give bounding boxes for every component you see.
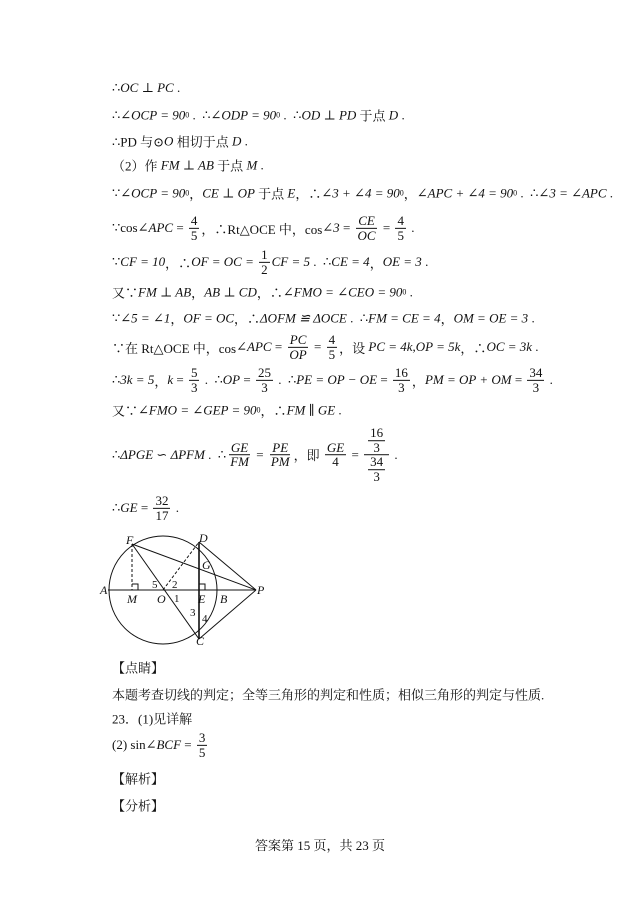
label-a: A	[100, 583, 108, 597]
numerator: 1	[261, 246, 268, 262]
angle-4: 4	[202, 613, 208, 625]
fraction	[527, 366, 544, 394]
math-expression: OE = 3	[382, 254, 422, 269]
text-segment: ∴	[112, 500, 121, 515]
math-expression: PM = OP + OM	[424, 372, 512, 387]
math-expression: FM ∥ GE	[286, 402, 336, 417]
math-expression: M	[246, 157, 258, 172]
text-segment: =	[379, 220, 394, 235]
math-expression: ∠FMO = ∠CEO = 90	[282, 284, 403, 299]
math-expression: OF = OC =	[191, 254, 258, 269]
text-segment: =	[173, 372, 187, 387]
fraction	[256, 366, 273, 394]
text-segment: ，∴	[165, 255, 192, 271]
text-segment: .	[528, 310, 535, 325]
text-segment: ，∴	[234, 311, 261, 327]
text-segment: 又∵	[112, 285, 139, 301]
text-line	[112, 309, 535, 328]
label-p: P	[257, 583, 265, 597]
text-line	[112, 106, 405, 125]
text-segment: ，	[170, 311, 184, 327]
denominator: OC	[357, 227, 376, 243]
math-expression: CE ⊥ OP	[202, 185, 255, 200]
denominator: 5	[198, 744, 206, 760]
text-segment: =	[271, 339, 286, 354]
text-line	[112, 248, 428, 276]
text-segment: ，∴	[460, 340, 487, 356]
text-segment: 又∵	[112, 403, 139, 419]
angle-2: 2	[172, 579, 178, 591]
text-segment: .	[391, 447, 398, 462]
text-segment: (2) sin	[112, 737, 146, 752]
text-segment: . ∴	[346, 310, 369, 325]
right-angle-e	[199, 584, 205, 590]
text-segment: ∴	[112, 447, 121, 462]
denominator: PM	[270, 454, 290, 470]
text-segment: 于点	[254, 186, 288, 202]
fraction	[356, 214, 378, 242]
fraction	[364, 426, 389, 484]
math-expression: FM = CE = 4	[368, 310, 441, 325]
text-segment: ，即	[293, 448, 323, 464]
line-cp	[199, 590, 256, 639]
text-segment: ∴	[112, 107, 121, 122]
text-segment: ，	[440, 311, 454, 327]
label-m: M	[127, 592, 137, 606]
text-segment: 于点	[356, 108, 389, 124]
denominator: 5	[190, 227, 198, 243]
fraction	[197, 731, 208, 759]
text-segment: =	[252, 447, 267, 462]
text-segment: .	[606, 185, 614, 200]
text-line	[112, 401, 342, 420]
text-segment: .	[241, 133, 248, 148]
text-segment: .	[407, 220, 415, 235]
denominator: 3	[373, 439, 380, 455]
math-expression: ∠ODP = 90	[210, 107, 277, 122]
numerator	[364, 426, 389, 455]
angle-5: 5	[152, 579, 158, 591]
math-expression: ∠FMO = ∠GEP = 90	[138, 402, 257, 417]
math-expression: AB ⊥ CD	[204, 284, 257, 299]
text-segment: .	[172, 500, 179, 515]
label-o: O	[157, 592, 166, 606]
text-line	[112, 769, 164, 788]
text-segment: ∵	[112, 185, 121, 200]
text-line	[112, 796, 164, 815]
text-line	[112, 731, 209, 759]
text-segment: ∴PD 与⊙	[112, 134, 165, 150]
geometry-figure	[95, 528, 275, 648]
numerator: 16	[370, 425, 384, 441]
text-segment: .	[335, 402, 342, 417]
text-line	[112, 658, 164, 677]
math-expression: D	[231, 133, 242, 148]
text-line	[112, 426, 398, 484]
denominator	[364, 456, 389, 484]
numerator: 4	[397, 212, 404, 228]
math-expression: FM ⊥ AB	[138, 284, 192, 299]
text-segment: . ∴	[280, 107, 302, 122]
text-segment: ∵	[112, 254, 121, 269]
denominator: FM	[230, 454, 249, 470]
text-segment: 【点睛】	[112, 660, 165, 676]
text-segment: ，∴	[295, 186, 322, 202]
text-segment: 【解析】	[112, 771, 165, 787]
denominator: 3	[261, 379, 268, 395]
math-expression: ∠5 = ∠1	[120, 310, 171, 325]
text-line	[112, 366, 553, 394]
fraction	[287, 333, 308, 361]
math-expression: 3k = 5	[120, 372, 155, 387]
numerator: CE	[358, 212, 375, 228]
math-expression: ∠APC + ∠4 = 90	[416, 185, 514, 200]
denominator: 4	[332, 454, 339, 470]
numerator: GE	[230, 439, 249, 455]
text-line	[112, 132, 248, 151]
text-segment: =	[377, 372, 391, 387]
text-segment: ，	[411, 373, 425, 389]
label-f: F	[126, 533, 134, 547]
fraction	[269, 441, 292, 469]
text-line	[112, 494, 179, 522]
math-expression: OC = 3k	[486, 339, 533, 354]
math-expression: GE	[120, 500, 138, 515]
denominator: 3	[398, 379, 405, 395]
math-expression: OM = OE = 3	[453, 310, 529, 325]
fraction	[327, 333, 338, 361]
text-segment: ∴	[112, 80, 121, 95]
numerator: 34	[529, 364, 543, 380]
text-segment: ∴	[112, 372, 121, 387]
text-segment: =	[240, 372, 254, 387]
fraction	[395, 214, 406, 242]
text-segment: （2）作	[112, 158, 161, 174]
denominator: 5	[397, 227, 404, 243]
text-segment: .	[546, 372, 553, 387]
fraction	[259, 248, 270, 276]
text-segment: ∵	[112, 310, 121, 325]
text-line	[112, 283, 413, 302]
text-line	[112, 333, 539, 361]
fraction	[228, 441, 251, 469]
label-e: E	[198, 592, 206, 606]
numerator: 25	[257, 364, 271, 380]
math-expression: FM ⊥ AB	[160, 157, 214, 172]
label-g: G	[202, 558, 211, 572]
label-d: D	[199, 531, 208, 545]
text-line	[112, 156, 264, 175]
denominator: 17	[155, 507, 169, 523]
math-expression: ΔPGE ∽ ΔPFM	[120, 447, 205, 462]
numerator: 16	[394, 364, 408, 380]
math-expression: PE = OP − OE	[296, 372, 378, 387]
numerator: 34	[370, 454, 384, 470]
text-segment: 23．(1)见详解	[112, 711, 193, 727]
denominator: 3	[190, 379, 198, 395]
math-expression: OD ⊥ PD	[301, 107, 357, 122]
text-segment: 本题考查切线的判定；全等三角形的判定和性质；相似三角形的判定与性质.	[112, 687, 545, 703]
text-line	[112, 214, 414, 242]
math-expression: CF = 10	[120, 254, 166, 269]
text-segment: .	[421, 254, 429, 269]
text-segment: ，	[191, 285, 205, 301]
math-expression: ∠OCP = 90	[120, 185, 186, 200]
math-expression: CF = 5	[271, 254, 311, 269]
math-expression: E	[287, 185, 296, 200]
label-c: C	[196, 634, 205, 648]
math-expression: k	[167, 372, 174, 387]
angle-3: 3	[190, 607, 196, 619]
text-line	[112, 80, 180, 96]
denominator: 3	[373, 469, 380, 485]
fraction	[325, 441, 346, 469]
page-footer: 答案第 15 页，共 23 页	[254, 838, 385, 853]
text-segment: =	[137, 500, 152, 515]
fraction	[368, 456, 385, 484]
math-expression: ∠BCF	[145, 737, 182, 752]
fraction	[189, 366, 200, 394]
label-b: B	[220, 592, 228, 606]
text-segment: . ∴	[189, 107, 211, 122]
text-line	[112, 685, 544, 704]
math-expression: PC = 4k,OP = 5k	[368, 339, 461, 354]
text-line	[112, 709, 192, 728]
superscript: 0	[185, 188, 190, 198]
fraction	[153, 494, 170, 522]
math-expression: CE = 4	[331, 254, 370, 269]
math-expression: O	[164, 133, 174, 148]
superscript: 0	[513, 188, 518, 198]
text-segment: ，设	[339, 340, 369, 356]
text-segment: =	[310, 339, 325, 354]
text-segment: =	[511, 372, 526, 387]
math-expression: ∠APC	[137, 220, 174, 235]
text-segment: .	[532, 339, 539, 354]
math-expression: OC ⊥ PC	[120, 80, 174, 95]
denominator: 2	[261, 261, 268, 277]
math-expression: OF = OC	[183, 310, 235, 325]
numerator: PE	[272, 439, 289, 455]
text-segment: =	[173, 220, 187, 235]
math-expression: ΔOFM ≌ ΔOCE	[260, 310, 347, 325]
text-segment: ∵在 Rt△OCE 中，cos	[112, 340, 237, 356]
math-expression: OP	[222, 372, 241, 387]
superscript: 0	[256, 405, 261, 415]
text-segment: . ∴	[310, 254, 332, 269]
text-segment: 于点	[213, 158, 247, 174]
numerator: PC	[289, 331, 307, 347]
fraction	[368, 426, 385, 454]
text-segment: ∵cos	[112, 220, 138, 235]
numerator: 5	[190, 364, 198, 380]
text-segment: .	[257, 157, 264, 172]
line-od	[163, 542, 199, 590]
text-line	[112, 184, 613, 203]
text-segment: . ∴	[201, 372, 223, 387]
text-segment: .	[406, 284, 413, 299]
denominator: OP	[289, 346, 307, 362]
fraction	[393, 366, 410, 394]
math-expression: ∠APC	[236, 339, 272, 354]
superscript: 0	[399, 188, 404, 198]
text-segment: ，	[369, 255, 383, 271]
numerator: 3	[198, 729, 206, 745]
text-segment: ，∴Rt△OCE 中，cos	[201, 221, 323, 237]
text-segment: ，∴	[260, 403, 287, 419]
line-fp	[132, 544, 256, 590]
numerator: 4	[190, 212, 198, 228]
denominator: 3	[532, 379, 540, 395]
numerator: 32	[155, 492, 169, 508]
angle-1: 1	[174, 593, 180, 605]
math-expression: ∠3	[322, 220, 340, 235]
text-segment: . ∴	[204, 447, 227, 462]
text-segment: =	[348, 447, 363, 462]
superscript: 0	[402, 287, 407, 297]
math-expression: ∠OCP = 90	[120, 107, 186, 122]
text-segment: ，	[154, 373, 168, 389]
superscript: 0	[185, 110, 190, 120]
text-segment: 相切于点	[173, 134, 232, 150]
text-segment: =	[339, 220, 354, 235]
text-segment: ，∴	[256, 285, 283, 301]
math-expression: ∠3 + ∠4 = 90	[321, 185, 400, 200]
text-segment: ，	[189, 186, 203, 202]
text-segment: . ∴	[274, 372, 297, 387]
math-expression: D	[388, 107, 399, 122]
math-expression: ∠3 = ∠APC	[538, 185, 607, 200]
numerator: GE	[326, 439, 345, 455]
denominator: 5	[328, 346, 336, 362]
text-segment: 【分析】	[112, 798, 165, 814]
text-segment: =	[181, 737, 195, 752]
right-angle-m	[132, 584, 138, 590]
text-segment: . ∴	[517, 185, 539, 200]
text-segment: ，	[403, 186, 417, 202]
superscript: 0	[276, 110, 281, 120]
numerator: 4	[328, 331, 336, 347]
text-segment: .	[173, 80, 181, 95]
fraction	[189, 214, 200, 242]
text-segment: .	[398, 107, 405, 122]
